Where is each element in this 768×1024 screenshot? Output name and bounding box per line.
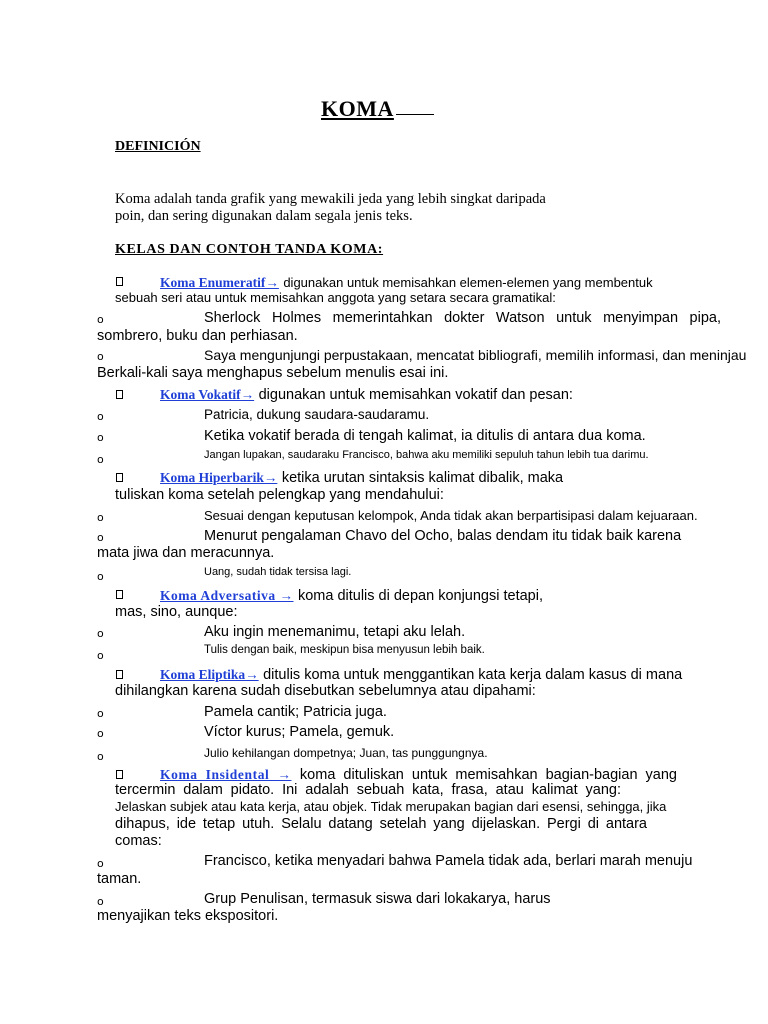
insidental-desc-2: tercermin dalam pidato. Ini adalah sebuah kata, frasa, atau kalimat yang:: [115, 782, 621, 798]
definition-line-1: Koma adalah tanda grafik yang mewakili jeda yang lebih singkat daripada: [115, 191, 546, 207]
hiperbarik-example-3: Uang, sudah tidak tersisa lagi.: [204, 566, 352, 578]
circle-bullet-icon: o: [97, 727, 104, 740]
insidental-example-2a: Grup Penulisan, termasuk siswa dari lokakarya, harus: [204, 891, 551, 907]
enumeratif-example-2b: Berkali-kali saya menghapus sebelum menulis esai ini.: [97, 365, 449, 381]
insidental-desc-1: koma dituliskan untuk memisahkan bagian-bagian yang: [299, 767, 677, 783]
circle-bullet-icon: o: [97, 627, 104, 640]
vokatif-example-3: Jangan lupakan, saudaraku Francisco, bahwa aku memiliki sepuluh tahun lebih tua darimu.: [204, 449, 649, 461]
circle-bullet-icon: o: [97, 649, 104, 662]
insidental-example-1b: taman.: [97, 871, 142, 887]
circle-bullet-icon: o: [97, 895, 104, 908]
vokatif-example-2: Ketika vokatif berada di tengah kalimat, ia ditulis di antara dua koma.: [204, 428, 646, 444]
enumeratif-example-2a: Saya mengunjungi perpustakaan, mencatat bibliografi, memilih informasi, dan meninjau: [204, 347, 747, 363]
definition-line-2: poin, dan sering digunakan dalam segala jenis teks.: [115, 208, 413, 224]
hiperbarik-desc-1: ketika urutan sintaksis kalimat dibalik, maka: [281, 470, 564, 486]
insidental-example-1a: Francisco, ketika menyadari bahwa Pamela tidak ada, berlari marah menuju: [204, 853, 693, 869]
adversativa-example-1: Aku ingin menemanimu, tetapi aku lelah.: [204, 624, 466, 640]
eliptika-example-2: Víctor kurus; Pamela, gemuk.: [204, 724, 395, 740]
eliptika-desc-2: dihilangkan karena sudah disebutkan sebelumnya atau dipahami:: [115, 683, 536, 699]
adversativa-desc-1: koma ditulis di depan konjungsi tetapi,: [297, 588, 543, 604]
hiperbarik-example-1: Sesuai dengan keputusan kelompok, Anda tidak akan berpartisipasi dalam kejuaraan.: [204, 508, 698, 523]
square-bullet-icon: [116, 770, 123, 779]
vokatif-desc-1: digunakan untuk memisahkan vokatif dan pesan:: [258, 387, 573, 403]
insidental-example-2b: menyajikan teks ekspositori.: [97, 908, 279, 924]
circle-bullet-icon: o: [97, 313, 104, 326]
hiperbarik-example-2a: Menurut pengalaman Chavo del Ocho, balas dendam itu tidak baik karena: [204, 528, 682, 544]
enumeratif-desc-1: digunakan untuk memisahkan elemen-elemen yang membentuk: [283, 275, 653, 290]
square-bullet-icon: [116, 390, 123, 399]
circle-bullet-icon: o: [97, 511, 104, 524]
enumeratif-example-1a: Sherlock Holmes memerintahkan dokter Watson untuk menyimpan pipa,: [204, 310, 721, 326]
circle-bullet-icon: o: [97, 857, 104, 870]
eliptika-line-1: [160, 666, 682, 684]
circle-bullet-icon: o: [97, 531, 104, 544]
link-koma-insidental[interactable]: Koma Insidental →: [160, 767, 292, 782]
insidental-desc-3: Jelaskan subjek atau kata kerja, atau objek. Tidak merupakan bagian dari esensi, sehingga, jika: [115, 799, 667, 814]
vokatif-line-1: [160, 386, 573, 404]
eliptika-example-1: Pamela cantik; Patricia juga.: [204, 704, 387, 720]
page-title-text: KOMA: [321, 96, 394, 121]
vokatif-example-1: Patricia, dukung saudara-saudaramu.: [204, 407, 430, 422]
square-bullet-icon: [116, 473, 123, 482]
circle-bullet-icon: o: [97, 431, 104, 444]
eliptika-desc-1: ditulis koma untuk menggantikan kata kerja dalam kasus di mana: [263, 667, 683, 683]
link-koma-eliptika[interactable]: Koma Eliptika→: [160, 667, 259, 682]
circle-bullet-icon: o: [97, 410, 104, 423]
hiperbarik-desc-2: tuliskan koma setelah pelengkap yang mendahului:: [115, 487, 444, 503]
circle-bullet-icon: o: [97, 453, 104, 466]
square-bullet-icon: [116, 590, 123, 599]
link-koma-hiperbarik[interactable]: Koma Hiperbarik→: [160, 470, 278, 485]
title-underline-pad: [396, 96, 434, 115]
eliptika-example-3: Julio kehilangan dompetnya; Juan, tas punggungnya.: [204, 746, 488, 760]
classes-heading: [115, 242, 383, 258]
circle-bullet-icon: o: [97, 350, 104, 363]
square-bullet-icon: [116, 277, 123, 286]
enumeratif-desc-2: sebuah seri atau untuk memisahkan anggota yang setara secara gramatikal:: [115, 290, 556, 305]
circle-bullet-icon: o: [97, 707, 104, 720]
definition-heading: DEFINICIÓN: [115, 139, 201, 154]
hiperbarik-line-1: [160, 469, 563, 487]
adversativa-desc-2: mas, sino, aunque:: [115, 604, 238, 620]
square-bullet-icon: [116, 670, 123, 679]
adversativa-example-2: Tulis dengan baik, meskipun bisa menyusun lebih baik.: [204, 644, 485, 656]
hiperbarik-example-2b: mata jiwa dan meracunnya.: [97, 545, 275, 561]
link-koma-enumeratif[interactable]: Koma Enumeratif→: [160, 275, 279, 290]
adversativa-line-1: [160, 587, 543, 605]
link-koma-vokatif[interactable]: Koma Vokatif→: [160, 387, 255, 402]
link-koma-adversativa[interactable]: Koma Adversativa →: [160, 588, 294, 603]
circle-bullet-icon: o: [97, 570, 104, 583]
insidental-desc-5: comas:: [115, 833, 162, 849]
page-title: [321, 96, 434, 122]
enumeratif-example-1b: sombrero, buku dan perhiasan.: [97, 328, 298, 344]
insidental-desc-4: dihapus, ide tetap utuh. Selalu datang setelah yang dijelaskan. Pergi di antara: [115, 816, 647, 832]
classes-heading-text: KELAS DAN CONTOH TANDA KOMA:: [115, 242, 384, 257]
circle-bullet-icon: o: [97, 750, 104, 763]
